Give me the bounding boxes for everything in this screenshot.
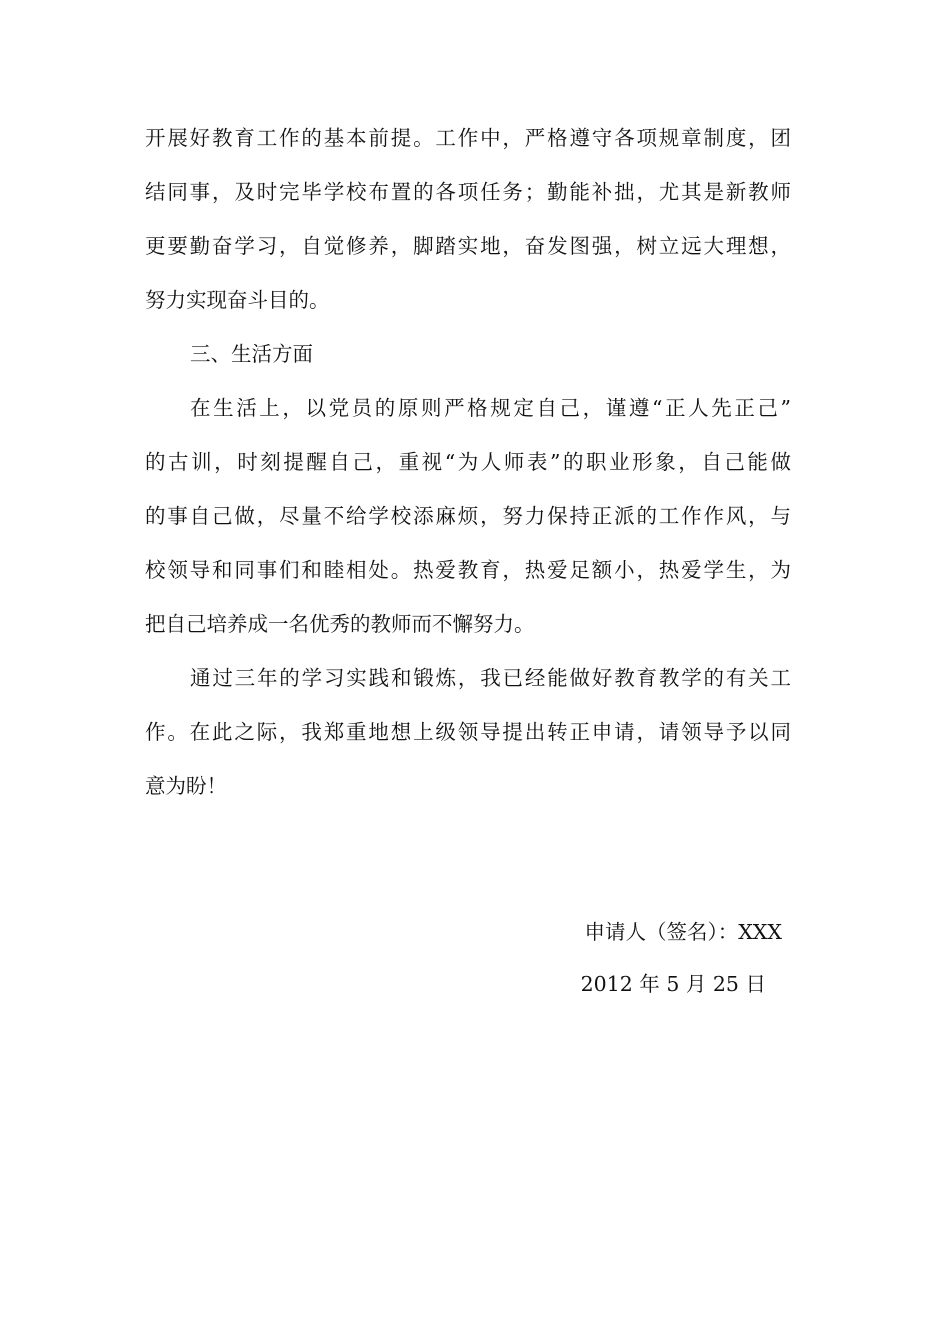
paragraph-1-line-4: 努力实现奋斗目的。 [145,288,330,312]
paragraph-1-line-1: 开展好教育工作的基本前提。工作中，严格遵守各项规章制度，团 [145,126,791,150]
paragraph-2-line-3: 的事自己做，尽量不给学校添麻烦，努力保持正派的工作作风，与 [145,504,791,528]
paragraph-3-line-3: 意为盼！ [145,774,227,798]
paragraph-1-line-3: 更要勤奋学习，自觉修养，脚踏实地，奋发图强，树立远大理想， [145,234,791,258]
paragraph-2-line-4: 校领导和同事们和睦相处。热爱教育，热爱足额小，热爱学生，为 [145,558,791,582]
signature-date: 2012 年 5 月 25 日 [580,972,766,996]
signature-applicant: 申请人（签名）：XXX [584,920,782,944]
section-heading: 三、生活方面 [190,342,313,366]
paragraph-2-line-5: 把自己培养成一名优秀的教师而不懈努力。 [145,612,535,636]
paragraph-3-line-1: 通过三年的学习实践和锻炼，我已经能做好教育教学的有关工 [190,666,791,690]
paragraph-1-line-2: 结同事，及时完毕学校布置的各项任务；勤能补拙，尤其是新教师 [145,180,791,204]
paragraph-2-line-2: 的古训，时刻提醒自己，重视“为人师表”的职业形象，自己能做 [145,450,791,474]
paragraph-3-line-2: 作。在此之际，我郑重地想上级领导提出转正申请，请领导予以同 [145,720,791,744]
paragraph-2-line-1: 在生活上，以党员的原则严格规定自己，谨遵“正人先正己” [190,396,791,420]
